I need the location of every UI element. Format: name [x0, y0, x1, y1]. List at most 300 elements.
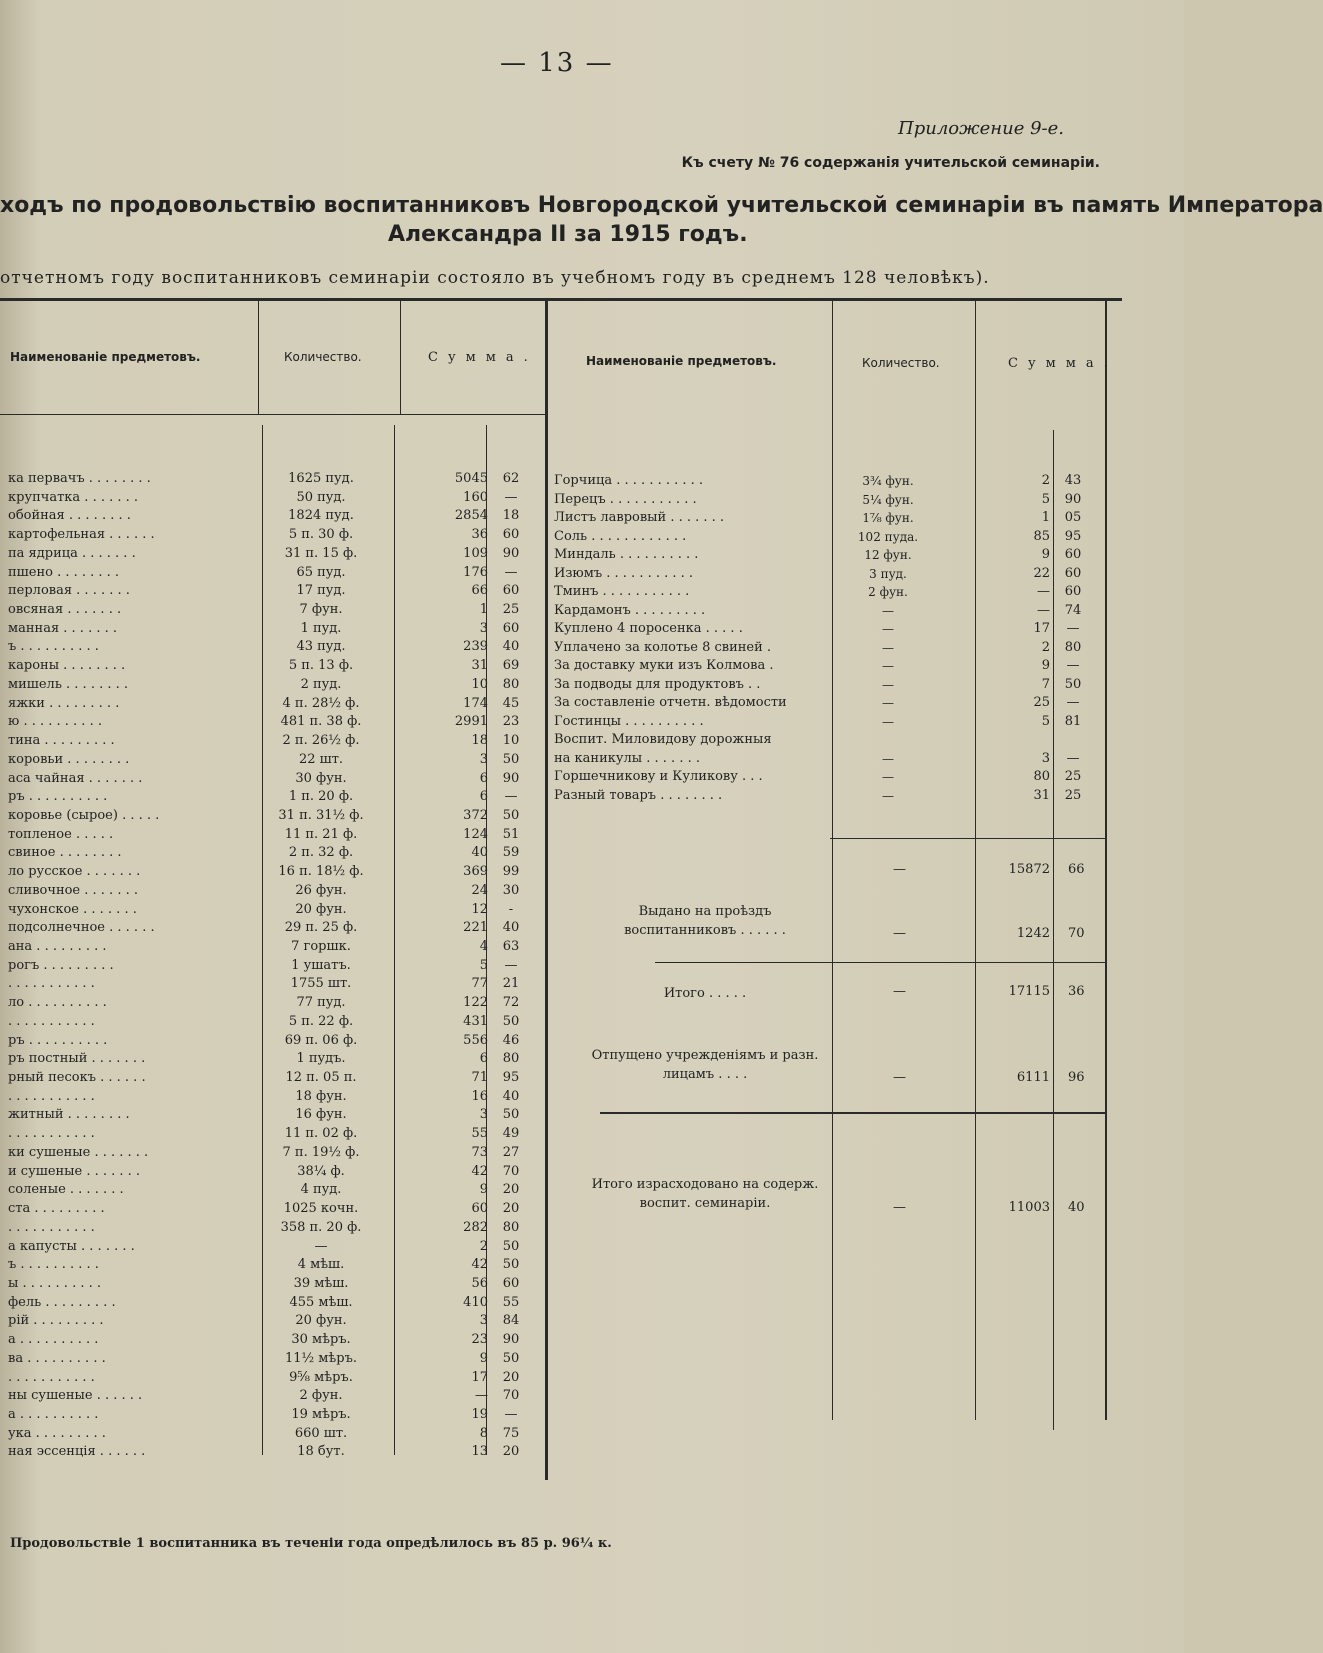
- item-quantity: 50 пуд.: [296, 489, 346, 505]
- item-quantity: —: [882, 714, 894, 729]
- item-name: . . . . . . . . . . .: [8, 1369, 95, 1385]
- item-name: ло . . . . . . . . . .: [8, 995, 107, 1011]
- item-name: Горшечникову и Куликову . . .: [554, 769, 763, 784]
- item-quantity: 30 мѣръ.: [291, 1332, 351, 1348]
- item-quantity: 1824 пуд.: [288, 508, 354, 524]
- item-rubles: 221: [463, 920, 488, 936]
- table-row: [0, 472, 1105, 490]
- item-kopecks: 50: [502, 751, 520, 767]
- item-name: ука . . . . . . . . .: [8, 1425, 106, 1441]
- item-name: ная эссенція . . . . . .: [8, 1444, 146, 1460]
- header-name-right: Наименованіе предметовъ.: [586, 354, 777, 368]
- item-kopecks: 50: [502, 1107, 520, 1123]
- item-rubles: 13: [471, 1444, 488, 1460]
- item-name: . . . . . . . . . . .: [8, 1088, 95, 1104]
- item-quantity: —: [882, 622, 894, 636]
- item-name: а . . . . . . . . . .: [8, 1332, 99, 1348]
- item-name: житный . . . . . . . .: [8, 1107, 130, 1123]
- item-quantity: 11½ мѣръ.: [285, 1350, 357, 1366]
- table-row: [0, 994, 545, 1012]
- header-sum-left: Сумма.: [428, 350, 538, 365]
- item-kopecks: 95: [502, 1070, 520, 1086]
- table-row: [0, 807, 545, 825]
- item-quantity: 1 пудъ.: [296, 1051, 346, 1067]
- table-row: [0, 1312, 545, 1330]
- item-kopecks: 69: [502, 658, 520, 674]
- item-quantity: 1⅞ фун.: [862, 511, 914, 525]
- item-name: ка первачъ . . . . . . . .: [8, 471, 151, 486]
- item-rubles: 5045: [454, 471, 488, 486]
- item-rubles: 5: [479, 957, 488, 973]
- total-kopecks: 36: [1068, 984, 1085, 999]
- item-name: рный песокъ . . . . . .: [8, 1070, 146, 1086]
- item-rubles: 60: [471, 1201, 488, 1217]
- item-name: па ядрица . . . . . . .: [8, 545, 136, 561]
- item-name: сливочное . . . . . . .: [8, 882, 138, 898]
- released-kopecks: 96: [1068, 1070, 1085, 1085]
- item-name: и сушеные . . . . . . .: [8, 1163, 141, 1179]
- item-kopecks: 60: [502, 620, 520, 636]
- item-name: ръ постный . . . . . . .: [8, 1051, 146, 1067]
- item-rubles: 2: [1041, 639, 1050, 655]
- table-row: [0, 602, 1105, 620]
- item-name: соленые . . . . . . .: [8, 1182, 124, 1198]
- item-quantity: 2 п. 32 ф.: [288, 845, 354, 861]
- item-rubles: 19: [471, 1407, 488, 1422]
- item-kopecks: 80: [502, 1051, 520, 1067]
- item-rubles: 124: [463, 826, 488, 842]
- item-name: манная . . . . . . .: [8, 620, 117, 636]
- item-name: Кардамонъ . . . . . . . . .: [554, 602, 706, 618]
- item-kopecks: 90: [502, 770, 520, 786]
- item-name: ло русское . . . . . . .: [8, 864, 141, 880]
- item-name: ъ . . . . . . . . . .: [8, 639, 99, 655]
- item-name: ръ . . . . . . . . . .: [8, 789, 108, 805]
- table-row: [0, 491, 1105, 509]
- item-kopecks: 90: [1064, 491, 1082, 507]
- table-row: [0, 957, 545, 975]
- item-kopecks: 50: [502, 1350, 520, 1366]
- item-kopecks: —: [1066, 658, 1080, 673]
- item-quantity: 65 пуд.: [296, 564, 346, 580]
- item-name: ки сушеные . . . . . . .: [8, 1144, 149, 1160]
- item-quantity: 19 мѣръ.: [291, 1407, 351, 1422]
- item-rubles: 36: [471, 527, 488, 543]
- item-name: За подводы для продуктовъ . .: [554, 676, 761, 692]
- item-kopecks: 55: [502, 1294, 520, 1310]
- table-row: [0, 731, 1105, 749]
- table-row: [0, 620, 1105, 638]
- item-name: пшено . . . . . . . .: [8, 564, 120, 580]
- item-quantity: 20 фун.: [295, 901, 347, 917]
- item-name: перловая . . . . . . .: [8, 583, 130, 599]
- item-quantity: 5 п. 13 ф.: [288, 658, 354, 674]
- item-kopecks: —: [1066, 695, 1080, 710]
- table-row: [0, 1369, 545, 1387]
- item-quantity: 12 фун.: [864, 548, 912, 562]
- item-quantity: —: [882, 788, 894, 803]
- item-rubles: 431: [463, 1013, 488, 1029]
- item-quantity: 102 пуда.: [857, 529, 919, 544]
- table-row: [0, 528, 1105, 546]
- item-kopecks: 40: [502, 920, 520, 936]
- table-row: [0, 1275, 545, 1293]
- item-rubles: 16: [471, 1088, 488, 1104]
- item-quantity: 358 п. 20 ф.: [280, 1219, 362, 1235]
- subtotal-qty: —: [893, 862, 906, 877]
- item-name: а капусты . . . . . . .: [8, 1238, 135, 1254]
- item-rubles: 372: [463, 807, 488, 823]
- item-quantity: 4 пуд.: [300, 1182, 342, 1198]
- item-kopecks: 23: [502, 714, 520, 730]
- item-quantity: 39 мѣш.: [293, 1275, 349, 1291]
- item-name: подсолнечное . . . . . .: [8, 920, 155, 936]
- item-rubles: 18: [471, 733, 488, 749]
- item-rubles: 109: [463, 545, 488, 561]
- item-name: кароны . . . . . . . .: [8, 658, 126, 674]
- item-quantity: 4 п. 28½ ф.: [282, 695, 360, 711]
- item-rubles: 1: [479, 602, 488, 618]
- item-kopecks: 74: [1064, 602, 1082, 618]
- item-name: ны сушеные . . . . . .: [8, 1388, 143, 1404]
- item-quantity: 20 фун.: [295, 1313, 347, 1329]
- released-rubles: 6111: [1016, 1070, 1050, 1085]
- item-kopecks: —: [504, 789, 518, 805]
- item-kopecks: —: [504, 489, 518, 505]
- item-quantity: 77 пуд.: [296, 995, 346, 1011]
- table-row: [0, 1032, 545, 1050]
- item-kopecks: 60: [502, 527, 520, 543]
- item-rubles: 40: [471, 845, 488, 861]
- table-row: [0, 1238, 545, 1256]
- col-rule: [400, 300, 401, 415]
- item-name: ръ . . . . . . . . . .: [8, 1032, 108, 1048]
- item-name: фель . . . . . . . . .: [8, 1294, 116, 1310]
- item-kopecks: —: [1066, 750, 1080, 766]
- item-name: Куплено 4 поросенка . . . . .: [554, 621, 743, 636]
- item-name: Миндаль . . . . . . . . . .: [554, 547, 699, 562]
- header-qty-right: Количество.: [862, 356, 940, 370]
- header-qty-left: Количество.: [284, 350, 362, 364]
- item-kopecks: 43: [1064, 473, 1082, 488]
- subtotal-kopecks: 66: [1068, 862, 1085, 877]
- item-quantity: 2 п. 26½ ф.: [282, 733, 360, 749]
- item-kopecks: 72: [502, 995, 520, 1011]
- table-row: [0, 1425, 545, 1443]
- item-rubles: 42: [471, 1257, 488, 1273]
- item-rubles: 24: [471, 882, 488, 898]
- item-kopecks: 62: [502, 471, 520, 486]
- table-row: [0, 938, 545, 956]
- item-rubles: 369: [463, 864, 488, 880]
- item-name: За составленіе отчетн. вѣдомости: [554, 695, 787, 710]
- item-kopecks: 25: [1064, 769, 1082, 784]
- item-quantity: 5 п. 22 ф.: [288, 1013, 354, 1029]
- item-kopecks: —: [504, 1407, 518, 1422]
- table-row: [0, 1406, 545, 1424]
- item-name: на каникулы . . . . . . .: [554, 750, 700, 766]
- item-rubles: 5: [1041, 713, 1050, 729]
- item-quantity: 2 фун.: [868, 585, 908, 599]
- table-row: [0, 1013, 545, 1031]
- item-quantity: 31 п. 31½ ф.: [278, 807, 364, 823]
- item-kopecks: 59: [502, 845, 520, 861]
- item-name: мишель . . . . . . . .: [8, 676, 129, 692]
- item-kopecks: 95: [1064, 528, 1082, 544]
- item-name: . . . . . . . . . . .: [8, 1013, 95, 1029]
- travel-rule: [655, 962, 1105, 963]
- item-kopecks: 45: [502, 695, 520, 711]
- item-kopecks: 50: [502, 1238, 520, 1254]
- item-quantity: 660 шт.: [294, 1425, 348, 1441]
- item-rubles: 9: [1041, 658, 1050, 673]
- item-rubles: 3: [479, 1313, 488, 1329]
- item-rubles: 239: [463, 639, 488, 655]
- item-kopecks: 81: [1064, 713, 1082, 729]
- item-quantity: 1025 кочн.: [283, 1201, 359, 1217]
- item-quantity: 29 п. 25 ф.: [284, 920, 358, 936]
- item-quantity: —: [882, 640, 894, 655]
- item-quantity: 1 пуд.: [300, 620, 342, 636]
- page-number: — 13 —: [500, 48, 614, 78]
- item-quantity: 4 мѣш.: [297, 1257, 345, 1273]
- released-qty: —: [893, 1070, 906, 1085]
- item-quantity: 1625 пуд.: [288, 471, 354, 486]
- item-kopecks: 50: [1064, 676, 1082, 692]
- item-quantity: 16 п. 18½ ф.: [278, 864, 364, 880]
- item-name: коровье (сырое) . . . . .: [8, 807, 160, 823]
- item-kopecks: 60: [1064, 584, 1082, 599]
- item-quantity: 1 п. 20 ф.: [288, 789, 354, 805]
- item-kopecks: 80: [1064, 639, 1082, 655]
- item-rubles: 56: [471, 1275, 488, 1291]
- item-rubles: 25: [1033, 695, 1050, 710]
- item-rubles: 2: [479, 1238, 488, 1254]
- item-rubles: 17: [1033, 621, 1050, 636]
- item-kopecks: 49: [502, 1126, 520, 1142]
- item-name: ана . . . . . . . . .: [8, 939, 107, 954]
- table-row: [0, 768, 1105, 786]
- item-rubles: 7: [1041, 676, 1050, 692]
- table-row: [0, 1331, 545, 1349]
- item-rubles: 23: [471, 1332, 488, 1348]
- table-row: [0, 1163, 545, 1181]
- item-quantity: —: [882, 603, 894, 618]
- item-name: а . . . . . . . . . .: [8, 1407, 99, 1422]
- item-kopecks: 50: [502, 807, 520, 823]
- item-rubles: 77: [471, 976, 488, 992]
- table-row: [0, 1294, 545, 1312]
- item-quantity: 18 бут.: [297, 1444, 345, 1460]
- item-rubles: 31: [471, 658, 488, 674]
- item-rubles: 85: [1033, 528, 1050, 544]
- item-kopecks: 25: [1064, 787, 1082, 803]
- item-name: яжки . . . . . . . . .: [8, 695, 120, 711]
- item-kopecks: 80: [502, 1219, 520, 1235]
- item-rubles: 3: [479, 751, 488, 767]
- item-name: ва . . . . . . . . . .: [8, 1350, 106, 1366]
- spent-qty: —: [893, 1200, 906, 1215]
- table-row: [0, 1125, 545, 1143]
- item-kopecks: 80: [502, 676, 520, 692]
- table-row: [0, 975, 545, 993]
- item-rubles: —: [1037, 602, 1050, 618]
- table-row: [0, 546, 1105, 564]
- item-name: Воспит. Миловидову дорожныя: [554, 732, 772, 747]
- table-row: [0, 882, 545, 900]
- item-rubles: 31: [1033, 787, 1050, 803]
- item-quantity: 2 фун.: [299, 1388, 343, 1404]
- appendix-label: Приложение 9-е.: [898, 118, 1064, 139]
- item-name: ы . . . . . . . . . .: [8, 1275, 101, 1291]
- item-quantity: 16 фун.: [295, 1107, 347, 1123]
- item-rubles: 9: [1041, 547, 1050, 562]
- item-rubles: 42: [471, 1163, 488, 1179]
- item-quantity: 11 п. 02 ф.: [284, 1126, 358, 1142]
- item-rubles: 55: [471, 1126, 488, 1142]
- table-row: [0, 565, 1105, 583]
- spent-label: Итого израсходовано на содерж. воспит. семинаріи.: [591, 1177, 819, 1211]
- item-kopecks: 60: [1064, 547, 1082, 562]
- item-quantity: —: [882, 751, 894, 766]
- table-row: [0, 1387, 545, 1405]
- item-rubles: 8: [479, 1425, 488, 1441]
- table-row: [0, 1219, 545, 1237]
- item-quantity: —: [882, 696, 894, 710]
- item-rubles: 174: [463, 695, 488, 711]
- table-row: [0, 1443, 545, 1461]
- travel-kopecks: 70: [1068, 926, 1085, 941]
- item-rubles: 9: [479, 1182, 488, 1198]
- item-quantity: 12 п. 05 п.: [285, 1070, 357, 1086]
- item-kopecks: 75: [502, 1425, 520, 1441]
- item-name: Перецъ . . . . . . . . . . .: [554, 491, 697, 507]
- item-quantity: 17 пуд.: [296, 583, 346, 599]
- item-name: топленое . . . . .: [8, 826, 114, 842]
- item-name: За доставку муки изъ Колмова .: [554, 658, 774, 673]
- item-quantity: 3 пуд.: [869, 566, 907, 581]
- item-rubles: 9: [479, 1350, 488, 1366]
- account-reference: Къ счету № 76 содержанія учительской семинаріи.: [681, 155, 1100, 171]
- item-kopecks: —: [504, 564, 518, 580]
- item-rubles: —: [1037, 584, 1050, 599]
- item-name: коровьи . . . . . . . .: [8, 751, 130, 767]
- table-row: [0, 639, 1105, 657]
- item-kopecks: 63: [502, 939, 520, 954]
- total-rubles: 17115: [1008, 984, 1050, 999]
- subtotal-rule: [830, 838, 1105, 839]
- item-rubles: 71: [471, 1070, 488, 1086]
- item-rubles: 3: [1041, 750, 1050, 766]
- item-kopecks: 10: [502, 733, 520, 749]
- table-row: [0, 657, 1105, 675]
- table-row: [0, 1200, 545, 1218]
- item-quantity: 9⅝ мѣръ.: [289, 1369, 353, 1385]
- item-kopecks: 90: [502, 545, 520, 561]
- table-row: [0, 844, 545, 862]
- table-row: [0, 919, 545, 937]
- item-quantity: —: [882, 659, 894, 673]
- item-rubles: 73: [471, 1144, 488, 1160]
- item-rubles: 160: [463, 489, 488, 505]
- item-quantity: 26 фун.: [295, 882, 347, 898]
- table-top-rule: [0, 298, 1122, 301]
- item-rubles: 2: [1041, 473, 1050, 488]
- item-name: Горчица . . . . . . . . . . .: [554, 473, 704, 488]
- item-kopecks: 60: [502, 1275, 520, 1291]
- item-kopecks: 27: [502, 1144, 520, 1160]
- item-name: крупчатка . . . . . . .: [8, 489, 139, 505]
- item-kopecks: 70: [502, 1163, 520, 1179]
- title-line-2: Александра II за 1915 годъ.: [388, 222, 748, 247]
- item-rubles: 5: [1041, 491, 1050, 507]
- item-rubles: —: [475, 1388, 488, 1404]
- total-label: Итого . . . . .: [663, 986, 747, 1001]
- item-quantity: 43 пуд.: [296, 639, 346, 655]
- table-row: [0, 750, 1105, 768]
- item-kopecks: 46: [502, 1032, 520, 1048]
- table-row: [0, 1350, 545, 1368]
- table-row: [0, 901, 545, 919]
- item-rubles: 12: [471, 901, 488, 917]
- item-kopecks: 40: [502, 639, 520, 655]
- table-row: [0, 676, 1105, 694]
- table-row: [0, 1256, 545, 1274]
- item-kopecks: 20: [502, 1444, 520, 1460]
- travel-qty: —: [893, 926, 906, 941]
- item-quantity: 38¼ ф.: [297, 1163, 345, 1179]
- item-rubles: 176: [463, 564, 488, 580]
- item-kopecks: 20: [502, 1369, 520, 1385]
- header-name-left: Наименованіе предметовъ.: [10, 350, 201, 364]
- table-row: [0, 1144, 545, 1162]
- item-quantity: 18 фун.: [295, 1088, 347, 1104]
- item-quantity: 30 фун.: [295, 770, 347, 786]
- spent-kopecks: 40: [1068, 1200, 1085, 1215]
- item-name: рогъ . . . . . . . . .: [8, 957, 114, 973]
- total-qty: —: [893, 984, 906, 999]
- item-rubles: 282: [463, 1219, 488, 1235]
- subtitle: отчетномъ году воспитанниковъ семинаріи состояло въ учебномъ году въ среднемъ 128 человѣкъ).: [0, 268, 990, 288]
- item-name: тина . . . . . . . . .: [8, 733, 115, 749]
- item-quantity: 5¼ фун.: [862, 492, 914, 507]
- item-quantity: 22 шт.: [298, 751, 344, 767]
- item-quantity: 3¾ фун.: [862, 474, 914, 488]
- table-row: [0, 1106, 545, 1124]
- item-name: рій . . . . . . . . .: [8, 1313, 104, 1329]
- table-right-rule: [1105, 300, 1107, 1420]
- item-kopecks: 21: [502, 976, 520, 992]
- item-name: свиное . . . . . . . .: [8, 845, 122, 861]
- header-sum-right: Сумма.: [1008, 356, 1118, 371]
- item-name: . . . . . . . . . . .: [8, 976, 95, 992]
- item-quantity: 2 пуд.: [300, 676, 342, 692]
- item-rubles: 410: [463, 1294, 488, 1310]
- item-name: ю . . . . . . . . . .: [8, 714, 102, 730]
- item-name: чухонское . . . . . . .: [8, 901, 137, 917]
- item-name: Тминъ . . . . . . . . . . .: [554, 584, 690, 599]
- item-kopecks: —: [1066, 621, 1080, 636]
- table-row: [0, 863, 545, 881]
- item-quantity: 1 ушатъ.: [291, 957, 351, 973]
- item-kopecks: 20: [502, 1201, 520, 1217]
- title-line-1: ходъ по продовольствію воспитанниковъ Новгородской учительской семинаріи въ память Императора: [0, 193, 1323, 218]
- item-quantity: 481 п. 38 ф.: [280, 714, 362, 730]
- item-kopecks: 84: [502, 1313, 520, 1329]
- item-kopecks: 60: [1064, 565, 1082, 581]
- table-row: [0, 787, 1105, 805]
- item-quantity: 5 п. 30 ф.: [288, 527, 354, 543]
